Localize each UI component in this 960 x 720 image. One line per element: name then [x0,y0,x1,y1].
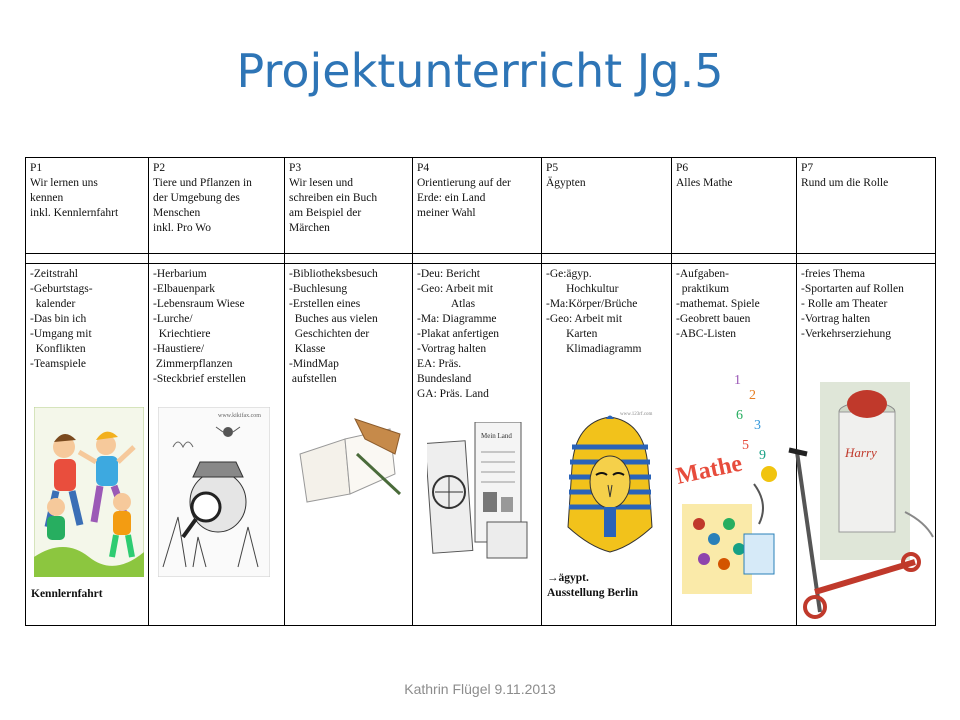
item-list-p3 [289,267,408,387]
header-line: Erde: ein Land [417,192,486,204]
list-item: Bundesland [417,373,472,385]
spacer-cell [413,254,542,264]
caption-ausstellung-berlin [547,571,638,601]
svg-text:2: 2 [749,388,756,403]
header-line: kennen [30,192,64,204]
caption-line: Ausstellung Berlin [547,587,639,599]
list-item: Klimadiagramm [546,343,642,355]
svg-text:3: 3 [754,418,761,433]
list-item: -freies Thema [801,268,865,280]
tutankhamun-mask-image [560,407,660,572]
header-line: der Umgebung des [153,192,240,204]
spacer-cell [672,254,797,264]
list-item: -Sportarten auf Rollen [801,283,904,295]
list-item: -Deu: Bericht [417,268,480,280]
list-item: praktikum [676,283,730,295]
children-playing-image [34,407,144,577]
list-item: Buches aus vielen [289,313,378,325]
list-item: -Vortrag halten [801,313,871,325]
list-item: -Vortrag halten [417,343,487,355]
list-item: -Geo: Arbeit mit [546,313,623,325]
country-report-image [427,422,531,562]
list-item: Hochkultur [546,283,619,295]
header-line: am Beispiel der [289,207,362,219]
header-cell-p7 [797,158,936,254]
svg-text:9: 9 [759,448,766,463]
header-cell-p6 [672,158,797,254]
header-line: inkl. Kennlernfahrt [30,207,119,219]
svg-text:5: 5 [742,438,749,453]
spacer-row [26,254,936,264]
header-line: Tiere und Pflanzen in [153,177,252,189]
header-cell-p4 [413,158,542,254]
list-item: EA: Präs. [417,358,462,370]
list-item: -Aufgaben- [676,268,730,280]
header-line: Orientierung auf der [417,177,511,189]
list-item: Zimmerpflanzen [153,358,233,370]
header-cell-p2 [149,158,285,254]
list-item: -Zeitstrahl [30,268,78,280]
header-line: P6 [676,162,689,174]
item-list-p1 [30,267,144,372]
slide-title: Projektunterricht Jg.5 [236,44,724,98]
image-watermark-123rf: www.123rf.com [620,412,653,417]
slide-footer: Kathrin Flügel 9.11.2013 [404,681,556,697]
header-line: Ägypten [546,177,586,189]
list-item: -Plakat anfertigen [417,328,500,340]
header-line: P3 [289,162,302,174]
header-cell-p5 [542,158,672,254]
list-item: -Herbarium [153,268,207,280]
header-cell-p1 [26,158,149,254]
header-line: schreiben ein Buch [289,192,378,204]
list-item: -Haustiere/ [153,343,205,355]
caption-line: →ägypt. [547,572,589,584]
header-cell-p3 [285,158,413,254]
content-cell-p2 [149,264,285,626]
list-item: -Buchlesung [289,283,348,295]
svg-text:1: 1 [734,373,741,388]
item-list-p6 [676,267,792,342]
image-watermark: www.kikifax.com [218,413,261,419]
image-label-mein-land: Mein Land [481,432,512,440]
content-cell-p5 [542,264,672,626]
list-item: -Das bin ich [30,313,87,325]
item-list-p5 [546,267,667,357]
header-line: P4 [417,162,430,174]
list-item: -Ma:Körper/Brüche [546,298,638,310]
list-item: Klasse [289,343,326,355]
spacer-cell [285,254,413,264]
content-cell-p4 [413,264,542,626]
content-cell-p7 [797,264,936,626]
caption-kennlernfahrt: Kennlernfahrt [31,588,103,600]
item-list-p2 [153,267,280,387]
header-line: P5 [546,162,559,174]
header-line: P1 [30,162,43,174]
list-item: -Bibliotheksbesuch [289,268,378,280]
image-label-mathe: Mathe [674,450,745,490]
image-label-harry: Harry [845,445,877,460]
header-line: Rund um die Rolle [801,177,889,189]
svg-text:6: 6 [736,408,743,423]
list-item: kalender [30,298,76,310]
list-item: -Steckbrief erstellen [153,373,246,385]
list-item: - Rolle am Theater [801,298,888,310]
list-item: -Geo: Arbeit mit [417,283,494,295]
maths-collage-image [674,364,792,604]
list-item: -Verkehrserziehung [801,328,892,340]
content-row [26,264,936,626]
list-item: -Geburtstags- [30,283,93,295]
spacer-cell [26,254,149,264]
header-line: Menschen [153,207,201,219]
list-item: -Elbauenpark [153,283,215,295]
header-line: Wir lernen uns [30,177,98,189]
roll-scooter-image [785,382,935,622]
list-item: -Ma: Diagramme [417,313,497,325]
content-cell-p6 [672,264,797,626]
header-row [26,158,936,254]
spacer-cell [149,254,285,264]
list-item: GA: Präs. Land [417,388,489,400]
list-item: -Lurche/ [153,313,193,325]
detective-nature-image [158,407,270,577]
list-item: Karten [546,328,598,340]
header-line: P7 [801,162,814,174]
header-line: Alles Mathe [676,177,733,189]
list-item: Atlas [417,298,476,310]
list-item: Geschichten der [289,328,370,340]
header-line: Märchen [289,222,330,234]
header-line: Wir lesen und [289,177,354,189]
list-item: -Erstellen eines [289,298,361,310]
list-item: aufstellen [289,373,337,385]
project-table [25,157,936,626]
header-line: meiner Wahl [417,207,476,219]
list-item: -Lebensraum Wiese [153,298,245,310]
list-item: -Umgang mit [30,328,92,340]
list-item: -Ge:ägyp. [546,268,592,280]
list-item: -MindMap [289,358,339,370]
list-item: -mathemat. Spiele [676,298,760,310]
list-item: -Teamspiele [30,358,87,370]
header-line: P2 [153,162,166,174]
list-item: Kriechtiere [153,328,211,340]
list-item: Konflikten [30,343,86,355]
item-list-p7 [801,267,931,342]
item-list-p4 [417,267,537,402]
header-line: inkl. Pro Wo [153,222,211,234]
content-cell-p3 [285,264,413,626]
content-cell-p1 [26,264,149,626]
spacer-cell [542,254,672,264]
list-item: -Geobrett bauen [676,313,751,325]
spacer-cell [797,254,936,264]
list-item: -ABC-Listen [676,328,737,340]
open-book-image [295,414,407,504]
